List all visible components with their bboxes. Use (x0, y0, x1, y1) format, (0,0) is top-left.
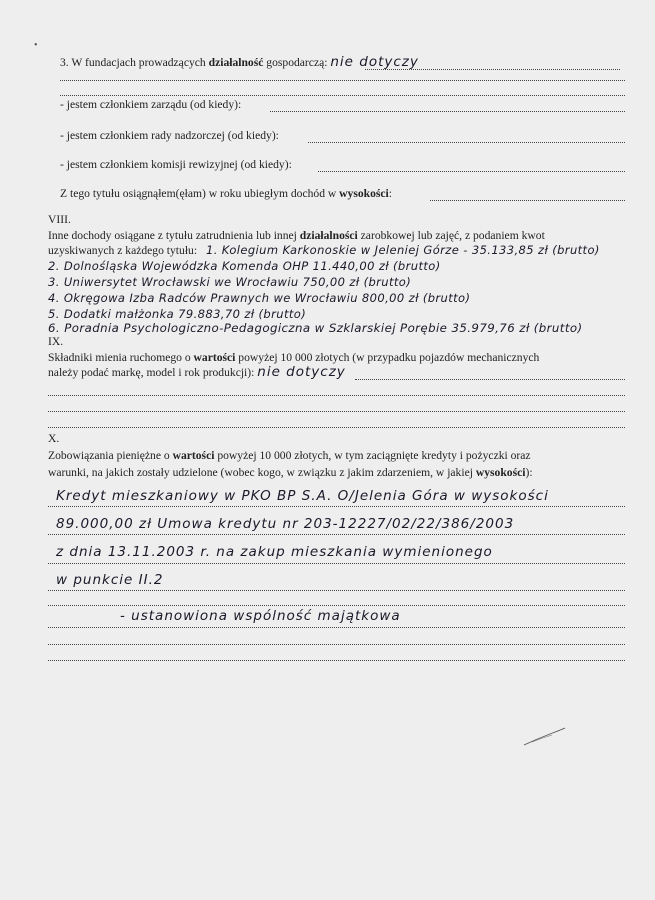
viii-line1 (48, 229, 623, 243)
section-x-heading (48, 432, 655, 446)
ix-line1 (48, 351, 633, 365)
dotted-line (48, 506, 625, 507)
dotted-line (355, 379, 625, 380)
x-entry-5: - ustanowiona wspólność majątkowa (120, 609, 401, 623)
viii-l1-suffix: zarobkowej lub zajęć, z podaniem kwot (357, 229, 545, 242)
ix-handwritten-answer: nie dotyczy (257, 365, 346, 380)
viii-l2-text: uzyskiwanych z każdego tytułu: (48, 244, 198, 257)
viii-line2 (48, 243, 623, 258)
x-line2 (48, 466, 633, 480)
ix-l2-text: należy podać markę, model i rok produkcji): (48, 366, 258, 379)
x-l1-prefix: Zobowiązania pieniężne o (48, 449, 173, 462)
dotted-line (430, 200, 625, 201)
dotted-line (48, 427, 625, 428)
viii-entry-4: 4. Okręgowa Izba Radców Prawnych we Wrocławiu 800,00 zł (brutto) (48, 291, 471, 305)
viii-entry-1: 1. Kolegium Karkonoskie w Jeleniej Górze - 35.133,85 zł (brutto) (205, 243, 600, 257)
x-l1-bold: wartości (172, 449, 215, 462)
dotted-line (48, 605, 625, 606)
income-suffix: : (388, 187, 392, 200)
s3-suffix: gospodarczą: (263, 56, 331, 69)
s3-handwritten-answer: nie dotyczy (330, 55, 419, 70)
dotted-line (48, 627, 625, 628)
board-member-label: - jestem członkiem zarządu (od kiedy): (60, 98, 242, 111)
dotted-line (60, 95, 625, 96)
s3-bold: działalność (208, 56, 264, 69)
viii-entry-6: 6. Poradnia Psychologiczno-Pedagogiczna w Szklarskiej Porębie 35.979,76 zł (brutto) (48, 321, 583, 335)
dotted-line (48, 395, 625, 396)
supervisory-member-label: - jestem członkiem rady nadzorczej (od kiedy): (60, 129, 279, 142)
dotted-line (48, 660, 625, 661)
x-entry-1: Kredyt mieszkaniowy w PKO BP S.A. O/Jelenia Góra w wysokości (56, 489, 549, 503)
ix-l1-bold: wartości (193, 351, 236, 364)
s3-foundation-line (60, 55, 620, 70)
section-viii-heading (48, 213, 655, 227)
x-l1-suffix: powyżej 10 000 złotych, w tym zaciągnięte kredyty i pożyczki oraz (214, 449, 531, 462)
supervisory-member-line (60, 129, 655, 143)
viii-l1-prefix: Inne dochody osiągane z tytułu zatrudnienia lub innej (48, 229, 300, 242)
x-heading-text: X. (48, 432, 60, 445)
dotted-line (48, 411, 625, 412)
viii-heading-text: VIII. (48, 213, 71, 226)
viii-entry-3: 3. Uniwersytet Wrocławski we Wrocławiu 750,00 zł (brutto) (48, 275, 412, 289)
section-ix-heading (48, 335, 655, 349)
ix-line2 (48, 365, 633, 380)
x-line1 (48, 449, 633, 463)
s3-prefix: 3. W fundacjach prowadzących (60, 56, 209, 69)
audit-member-label: - jestem członkiem komisji rewizyjnej (od kiedy): (60, 158, 292, 171)
ix-l1-suffix: powyżej 10 000 złotych (w przypadku pojazdów mechanicznych (235, 351, 540, 364)
dotted-line (308, 142, 625, 143)
dotted-line (60, 80, 625, 81)
viii-l1-bold: działalności (299, 229, 358, 242)
x-l2-bold: wysokości (475, 466, 526, 479)
dotted-line (48, 590, 625, 591)
audit-member-line (60, 158, 655, 172)
income-bold: wysokości (339, 187, 389, 200)
x-entry-3: z dnia 13.11.2003 r. na zakup mieszkania wymienionego (56, 545, 493, 559)
x-l2-suffix: ): (525, 466, 533, 479)
dotted-line (48, 534, 625, 535)
dotted-line (365, 69, 620, 70)
viii-entry-2: 2. Dolnośląska Wojewódzka Komenda OHP 11.440,00 zł (brutto) (48, 259, 441, 273)
x-l2-prefix: warunki, na jakich zostały udzielone (wobec kogo, w związku z jakim zdarzeniem, w jakiej (48, 466, 476, 479)
ix-heading-text: IX. (48, 335, 64, 348)
income-prefix: Z tego tytułu osiągnąłem(ęłam) w roku ubiegłym dochód w (60, 187, 340, 200)
x-entry-2: 89.000,00 zł Umowa kredytu nr 203-12227/02/22/386/2003 (56, 517, 515, 531)
signature-stroke-icon (522, 725, 567, 747)
viii-entry-5: 5. Dodatki małżonka 79.883,70 zł (brutto) (48, 307, 307, 321)
scan-speck: • (34, 40, 38, 51)
dotted-line (318, 171, 625, 172)
x-entry-4: w punkcie II.2 (56, 573, 164, 587)
income-line (60, 187, 655, 201)
dotted-line (270, 111, 625, 112)
dotted-line (48, 563, 625, 564)
ix-l1-prefix: Składniki mienia ruchomego o (48, 351, 194, 364)
board-member-line (60, 98, 655, 112)
dotted-line (48, 644, 625, 645)
